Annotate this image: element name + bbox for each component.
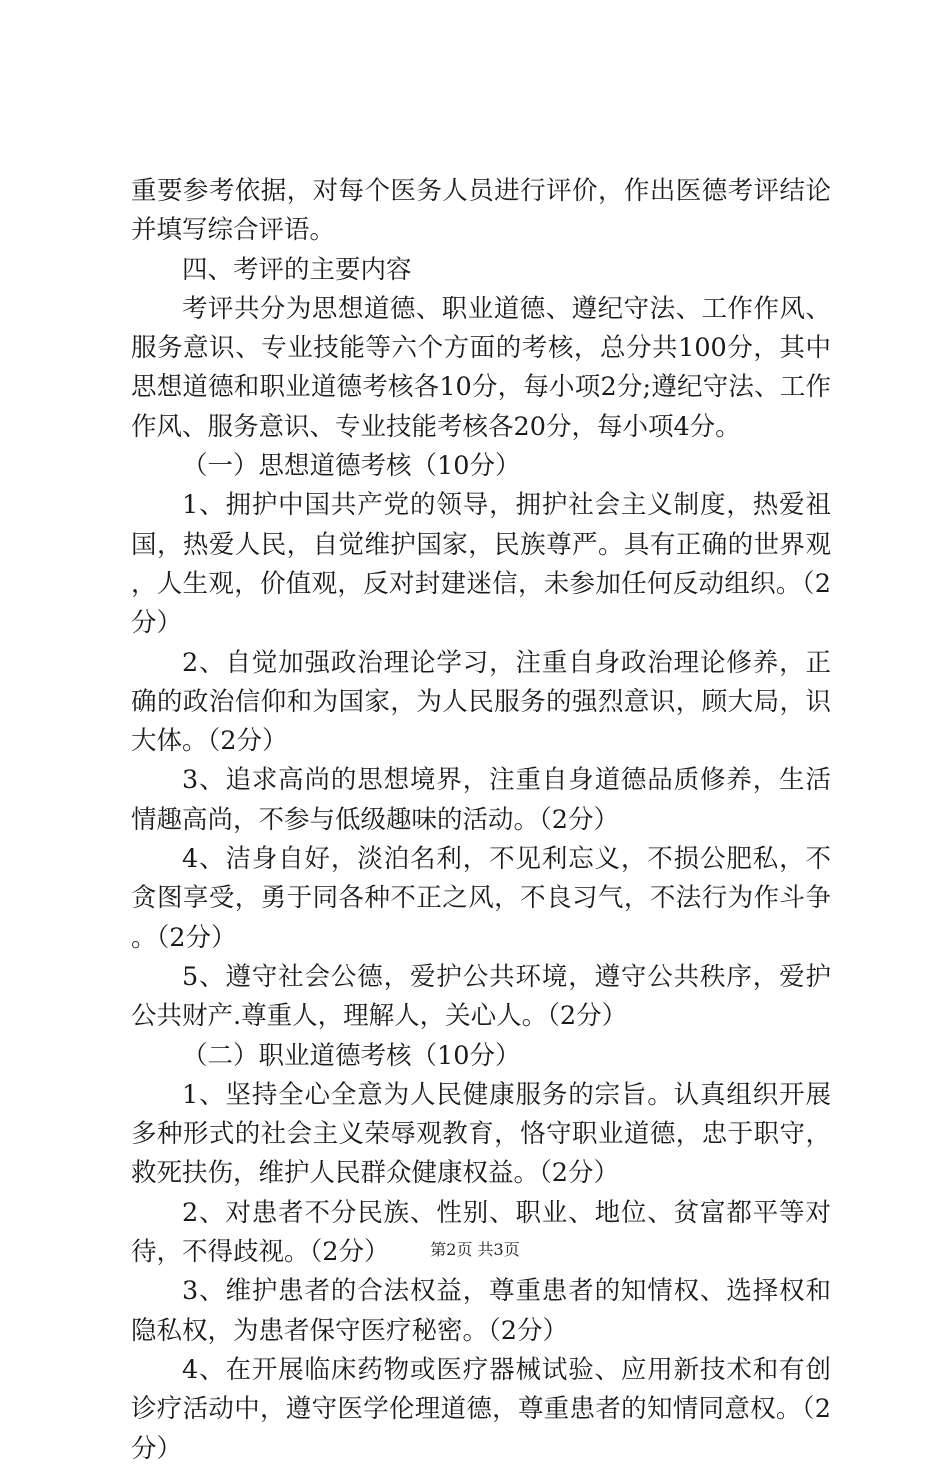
subsection-heading-ideology: （一）思想道德考核（10分） bbox=[182, 451, 521, 482]
section-heading-4: 四、考评的主要内容 bbox=[182, 254, 412, 285]
list-item: 2、自觉加强政治理论学习，注重自身政治理论修养，正确的政治信仰和为国家，为人民服务的强烈意识，顾大局，识大体。（2分） bbox=[131, 647, 831, 757]
list-item: 2、对患者不分民族、性别、职业、地位、贫富都平等对待，不得歧视。（2分） bbox=[131, 1197, 831, 1268]
subsection-heading-professional: （二）职业道德考核（10分） bbox=[182, 1040, 521, 1071]
list-item: 1、坚持全心全意为人民健康服务的宗旨。认真组织开展多种形式的社会主义荣辱观教育，恪守职业道德，忠于职守，救死扶伤，维护人民群众健康权益。（2分） bbox=[131, 1079, 831, 1189]
paragraph-overview: 考评共分为思想道德、职业道德、遵纪守法、工作作风、服务意识、专业技能等六个方面的考核，总分共100分，其中思想道德和职业道德考核各10分，每小项2分;遵纪守法、工作作风、服务意识、专业技能考核各20分，每小项4分。 bbox=[131, 293, 831, 442]
paragraph-continuation: 重要参考依据，对每个医务人员进行评价，作出医德考评结论并填写综合评语。 bbox=[131, 176, 831, 246]
list-item: 1、拥护中国共产党的领导，拥护社会主义制度，热爱祖国，热爱人民，自觉维护国家，民族尊严。具有正确的世界观，人生观，价值观，反对封建迷信，未参加任何反动组织。（2分） bbox=[131, 490, 831, 639]
list-item: 4、在开展临床药物或医疗器械试验、应用新技术和有创诊疗活动中，遵守医学伦理道德，尊重患者的知情同意权。（2分） bbox=[131, 1354, 831, 1464]
page-footer: 第2页 共3页 bbox=[430, 1240, 520, 1259]
list-item: 3、追求高尚的思想境界，注重自身道德品质修养，生活情趣高尚，不参与低级趣味的活动。（2分） bbox=[131, 765, 831, 835]
list-item: 4、洁身自好，淡泊名利，不见利忘义，不损公肥私，不贪图享受，勇于同各种不正之风，不良习气，不法行为作斗争。（2分） bbox=[131, 844, 831, 953]
document-body bbox=[131, 172, 831, 1469]
list-item: 3、维护患者的合法权益，尊重患者的知情权、选择权和隐私权，为患者保守医疗秘密。（2分） bbox=[131, 1276, 831, 1346]
list-item: 5、遵守社会公德，爱护公共环境，遵守公共秩序，爱护公共财产.尊重人，理解人，关心人。（2分） bbox=[131, 961, 831, 1032]
